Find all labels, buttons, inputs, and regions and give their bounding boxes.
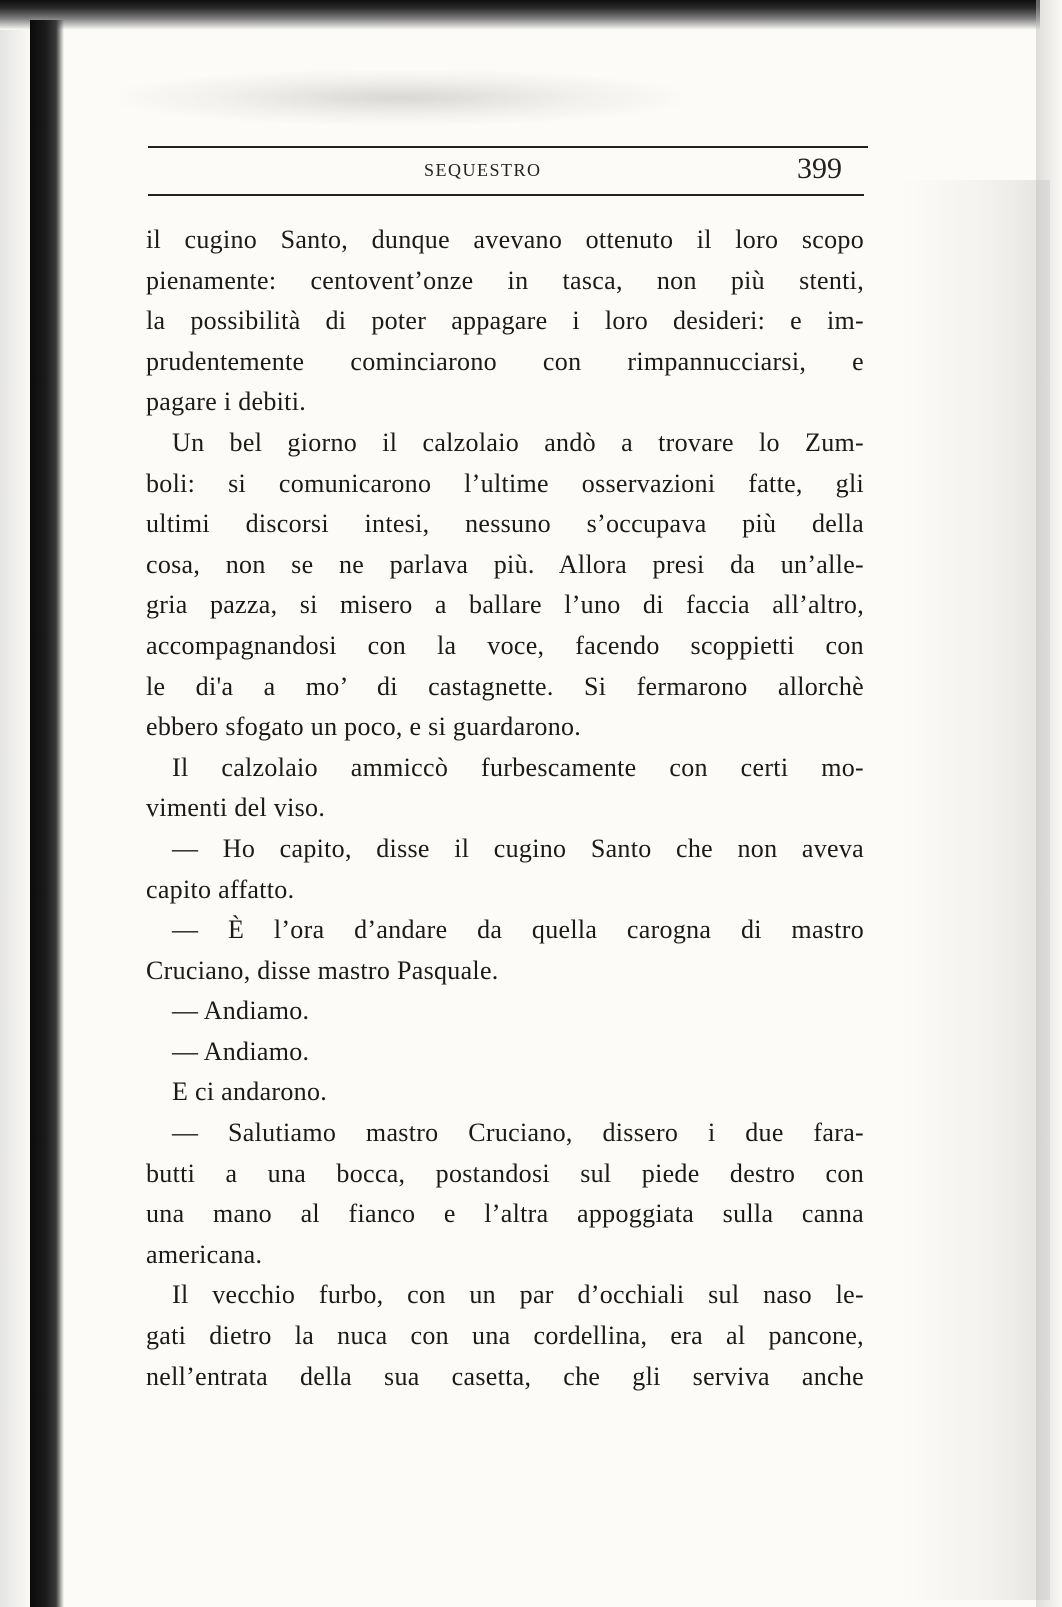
text-line: pagare i debiti. <box>146 387 307 417</box>
text-line: Il vecchio furbo, con un par d’occhiali sul naso le- <box>172 1280 864 1310</box>
text-line: Il calzolaio ammiccò furbescamente con certi mo- <box>172 752 864 782</box>
text-line: Un bel giorno il calzolaio andò a trovare lo Zum- <box>172 427 864 457</box>
body-text <box>146 220 864 1397</box>
text-line: — È l’ora d’andare da quella carogna di mastro <box>172 915 864 945</box>
scan-speckle <box>120 70 680 125</box>
page-number: 399 <box>797 152 842 185</box>
header-rule-top <box>148 146 868 148</box>
text-line: nell’entrata della sua casetta, che gli serviva anche <box>146 1361 864 1391</box>
text-line: prudentemente cominciarono con rimpannucciarsi, e <box>146 346 864 376</box>
text-line: pienamente: centovent’onze in tasca, non più stenti, <box>146 265 864 295</box>
text-line: — Salutiamo mastro Cruciano, dissero i due fara- <box>172 1118 864 1148</box>
scan-edge-right <box>1036 0 1062 1607</box>
text-line: la possibilità di poter appagare i loro desideri: e im- <box>146 306 864 336</box>
text-line: accompagnandosi con la voce, facendo scoppietti con <box>146 630 864 660</box>
text-line: ebbero sfogato un poco, e si guardarono. <box>146 712 582 742</box>
text-line: capito affatto. <box>146 874 295 904</box>
text-line: — Andiamo. <box>172 1036 310 1066</box>
text-line: una mano al fianco e l’altra appoggiata sulla canna <box>146 1199 864 1229</box>
text-line: butti a una bocca, postandosi sul piede destro con <box>146 1158 864 1188</box>
text-line: — Ho capito, disse il cugino Santo che non aveva <box>172 833 864 863</box>
scan-gutter-fade <box>0 30 30 1607</box>
header-rule-bottom <box>148 194 864 196</box>
scan-shadow-top <box>0 0 1040 30</box>
text-line: boli: si comunicarono l’ultime osservazioni fatte, gli <box>146 468 864 498</box>
text-line: il cugino Santo, dunque avevano ottenuto il loro scopo <box>146 225 864 254</box>
text-line: ultimi discorsi intesi, nessuno s’occupava più della <box>146 509 864 539</box>
scan-shadow-left <box>30 20 64 1607</box>
text-line: cosa, non se ne parlava più. Allora presi da un’alle- <box>146 549 864 579</box>
text-line: gria pazza, si misero a ballare l’uno di faccia all’altro, <box>146 590 864 620</box>
text-line: vimenti del viso. <box>146 793 326 823</box>
text-line: gati dietro la nuca con una cordellina, era al pancone, <box>146 1321 864 1351</box>
text-line: americana. <box>146 1239 263 1269</box>
text-line: E ci andarono. <box>172 1077 328 1107</box>
scan-speckle-right <box>900 180 1050 1600</box>
running-head: SEQUESTRO <box>424 160 542 180</box>
text-line: Cruciano, disse mastro Pasquale. <box>146 955 499 985</box>
text-line: — Andiamo. <box>172 996 310 1026</box>
text-line: le di'a a mo’ di castagnette. Si fermarono allorchè <box>146 671 864 701</box>
